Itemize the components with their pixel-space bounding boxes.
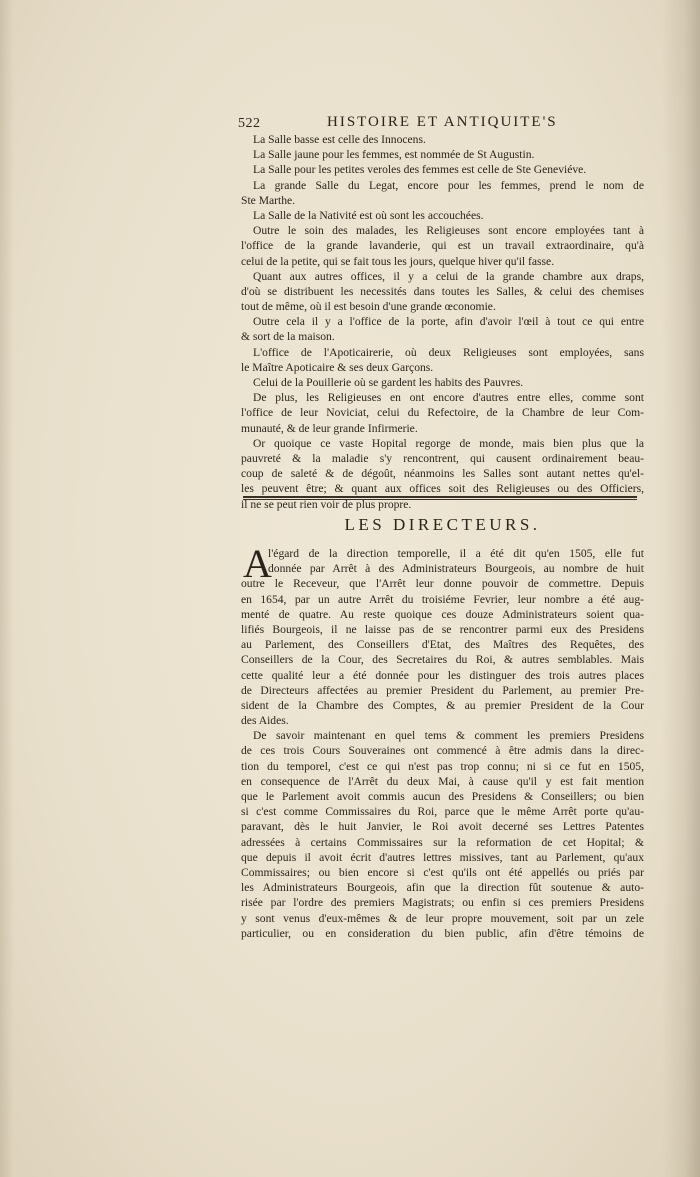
text-line: outre le Receveur, que l'Arrêt leur donne pouvoir de commettre. Depuis xyxy=(241,577,644,591)
text-line: pauvreté & la maladie s'y rencontrent, qui causent ordinairement beau- xyxy=(241,451,644,465)
salles-text-block xyxy=(241,132,644,512)
text-line: adressées à certains Commissaires sur la reformation de cet Hopital; & xyxy=(241,835,644,849)
text-line: en 1654, par un autre Arrêt du troisiéme Fevrier, leur nombre a été aug- xyxy=(241,592,644,606)
text-line: le Maître Apoticaire & ses deux Garçons. xyxy=(241,360,434,374)
text-line: des Aides. xyxy=(241,714,289,728)
text-line: Conseillers de la Cour, des Secretaires du Roi, & autres semblables. Mais xyxy=(241,653,644,667)
page-header xyxy=(238,114,640,134)
text-line: de ces trois Cours Souveraines ont commencé à être admis dans la direc- xyxy=(241,744,644,758)
section-divider-rule xyxy=(243,496,637,500)
text-line: Outre cela il y a l'office de la porte, afin d'avoir l'œil à tout ce qui entre xyxy=(253,315,644,329)
text-line: y sont venus d'eux-mêmes & de leur propre mouvement, soit par un zele xyxy=(241,911,644,925)
drop-cap: A xyxy=(243,541,272,586)
page-number: 522 xyxy=(238,116,261,131)
text-line: sident de la Chambre des Comptes, & au premier President de la Cour xyxy=(241,698,644,712)
text-line: coup de saleté & de dégoût, néanmoins les Salles sont autant nettes qu'el- xyxy=(241,467,644,481)
text-line: si c'est comme Commissaires du Roi, parce que le même Arrêt porte qu'au- xyxy=(241,805,644,819)
text-line: La Salle pour les petites veroles des femmes est celle de Ste Geneviéve. xyxy=(253,163,587,177)
text-line: La Salle basse est celle des Innocens. xyxy=(253,133,426,146)
text-line: De plus, les Religieuses en ont encore d'autres entre elles, comme sont xyxy=(253,391,644,405)
text-line: donnée par Arrêt à des Administrateurs Bourgeois, au nombre de huit xyxy=(268,562,644,576)
text-line: La Salle de la Nativité est où sont les accouchées. xyxy=(253,208,484,222)
page-gutter-shadow xyxy=(662,0,700,1177)
text-line: Or quoique ce vaste Hopital regorge de monde, mais bien plus que la xyxy=(253,436,644,450)
text-line: De savoir maintenant en quel tems & comment les premiers Presidens xyxy=(253,729,644,743)
running-head: HISTOIRE ET ANTIQUITE'S xyxy=(327,114,558,130)
text-line: cette qualité leur a été donnée pour les distinguer des trois autres places xyxy=(241,668,644,682)
text-line: de Directeurs affectées au premier President du Parlement, au premier Pre- xyxy=(241,683,644,697)
text-line: d'où se distribuent les necessités dans toutes les Salles, & celui des chemises xyxy=(241,284,644,298)
text-line: celui de la petite, qui se fait tous les jours, quelque hiver qu'il fasse. xyxy=(241,254,555,268)
text-line: l'office de leur Noviciat, celui du Refectoire, de la Chambre de leur Com- xyxy=(241,406,644,420)
text-line: les Administrateurs Bourgeois, afin que la direction fût soutenue & auto- xyxy=(241,881,644,895)
text-line: & sort de la maison. xyxy=(241,330,335,344)
text-line: paravant, dès le huit Janvier, le Roi avoit decerné ses Lettres Patentes xyxy=(241,820,644,834)
text-line: l'office de la grande lavanderie, qui est un travail extraordinaire, qu'à xyxy=(241,239,644,253)
text-line: les peuvent être; & quant aux offices soit des Religieuses ou des Officiers, xyxy=(241,482,644,496)
page-left-edge-shadow xyxy=(0,0,14,1177)
directeurs-text-block xyxy=(241,541,644,941)
text-line: particulier, ou en consideration du bien public, afin d'être témoins de xyxy=(241,926,644,940)
text-line: Commissaires; ou bien encore si c'est qu'ils ont été appellés ou priés par xyxy=(241,865,644,879)
text-line: que le Parlement avoit commis aucun des Presidens & Conseillers; ou bien xyxy=(241,790,644,803)
text-line: il ne se peut rien voir de plus propre. xyxy=(241,497,412,511)
text-line: munauté, & de leur grande Infirmerie. xyxy=(241,421,418,435)
text-line: Celui de la Pouillerie où se gardent les habits des Pauvres. xyxy=(253,376,524,389)
text-line: l'égard de la direction temporelle, il a été dit qu'en 1505, elle fut xyxy=(268,547,644,560)
text-line: au Parlement, des Conseillers d'Etat, des Maîtres des Requêtes, des xyxy=(241,638,644,652)
text-line: menté de quatre. Au reste quoique ces douze Administrateurs soient qua- xyxy=(241,607,644,621)
text-line: Outre le soin des malades, les Religieuses sont encore employées tant à xyxy=(253,224,644,238)
text-line: Ste Marthe. xyxy=(241,193,296,207)
text-line: tout de même, où il est besoin d'une grande œconomie. xyxy=(241,300,496,314)
text-line: en consequence de l'Arrêt du deux Mai, à cause qu'il y est fait mention xyxy=(241,774,644,788)
text-line: tion du temporel, c'est ce qui n'est pas trop connu; ni si ce fut en 1505, xyxy=(241,759,644,773)
text-line: lifiés Bourgeois, il ne laisse pas de se rencontrer parmi eux des Presidens xyxy=(241,622,644,636)
text-line: La grande Salle du Legat, encore pour les femmes, prend le nom de xyxy=(253,178,644,192)
section-title: LES DIRECTEURS. xyxy=(344,515,541,534)
text-line: Quant aux autres offices, il y a celui de la grande chambre aux draps, xyxy=(253,269,644,283)
text-line: risée par l'ordre des premiers Magistrats; ou enfin si ces premiers Presidens xyxy=(241,896,644,910)
text-line: La Salle jaune pour les femmes, est nommée de St Augustin. xyxy=(253,148,535,162)
text-line: L'office de l'Apoticairerie, où deux Religieuses sont employées, sans xyxy=(253,345,644,359)
text-line: que depuis il avoit écrit d'autres lettres missives, tant au Parlement, qu'aux xyxy=(241,850,644,864)
